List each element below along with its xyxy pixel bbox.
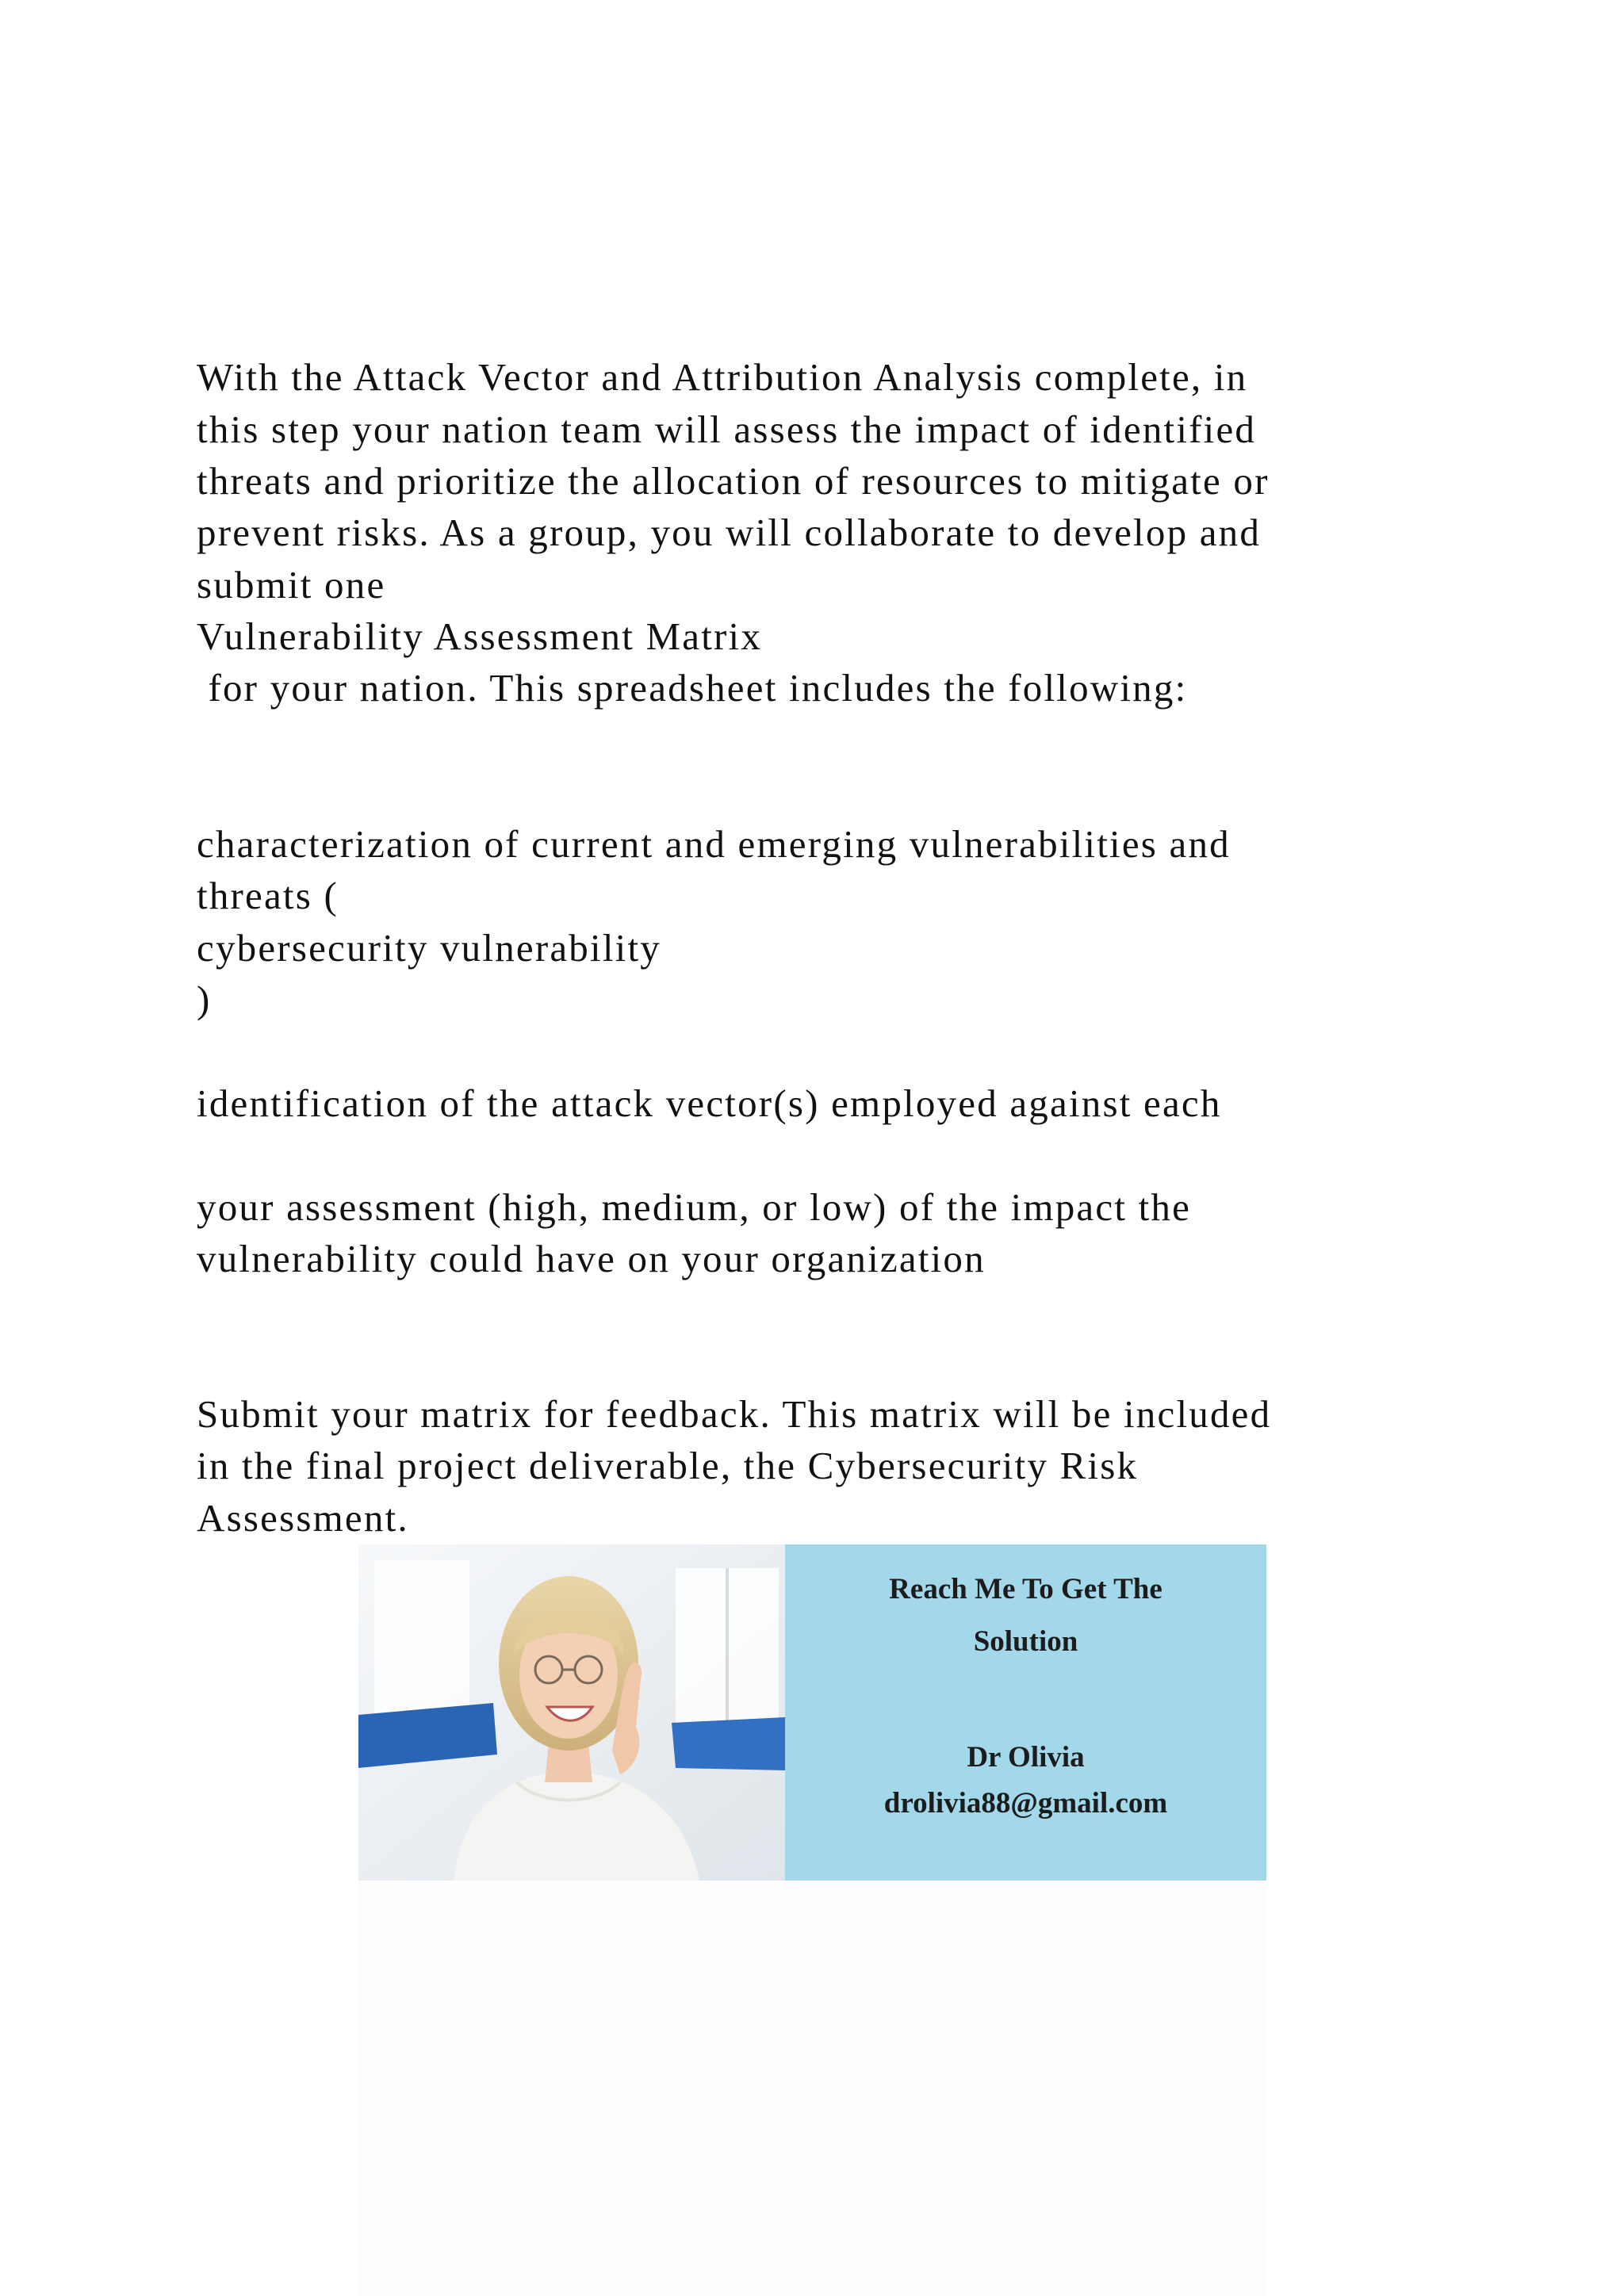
item1-line-1: characterization of current and emerging vulnerabilities and	[197, 822, 1231, 866]
banner-heading-line-1: Reach Me To Get The	[889, 1573, 1162, 1605]
intro-line-7: for your nation. This spreadsheet includes the following:	[197, 666, 1188, 710]
contact-panel	[785, 1544, 1266, 1881]
item3-line-1: your assessment (high, medium, or low) of the impact the	[197, 1185, 1192, 1229]
intro-line-2: this step your nation team will assess the impact of identified	[197, 408, 1257, 451]
item3-line-2: vulnerability could have on your organization	[197, 1237, 986, 1280]
item2-line: identification of the attack vector(s) employed against each	[197, 1081, 1222, 1125]
item1-line-3: cybersecurity vulnerability	[197, 926, 661, 970]
intro-line-6: Vulnerability Assessment Matrix	[197, 614, 763, 658]
item1-line-4: )	[197, 978, 212, 1021]
intro-line-5: submit one	[197, 563, 386, 607]
intro-line-4: prevent risks. As a group, you will collaborate to develop and	[197, 511, 1262, 554]
intro-line-1: With the Attack Vector and Attribution Analysis complete, in	[197, 355, 1248, 399]
closing-line-3: Assessment.	[197, 1496, 409, 1540]
blank-area	[358, 1881, 1266, 2296]
banner-name: Dr Olivia	[967, 1741, 1085, 1774]
closing-line-1: Submit your matrix for feedback. This matrix will be included	[197, 1392, 1272, 1436]
banner-email[interactable]: drolivia88@gmail.com	[883, 1787, 1168, 1820]
woman-with-glasses-photo	[358, 1544, 785, 1881]
promo-banner	[358, 1544, 1266, 1881]
intro-line-3: threats and prioritize the allocation of resources to mitigate or	[197, 459, 1270, 503]
item1-line-2: threats (	[197, 874, 339, 917]
closing-line-2: in the final project deliverable, the Cybersecurity Risk	[197, 1444, 1139, 1487]
banner-heading-line-2: Solution	[973, 1625, 1078, 1658]
